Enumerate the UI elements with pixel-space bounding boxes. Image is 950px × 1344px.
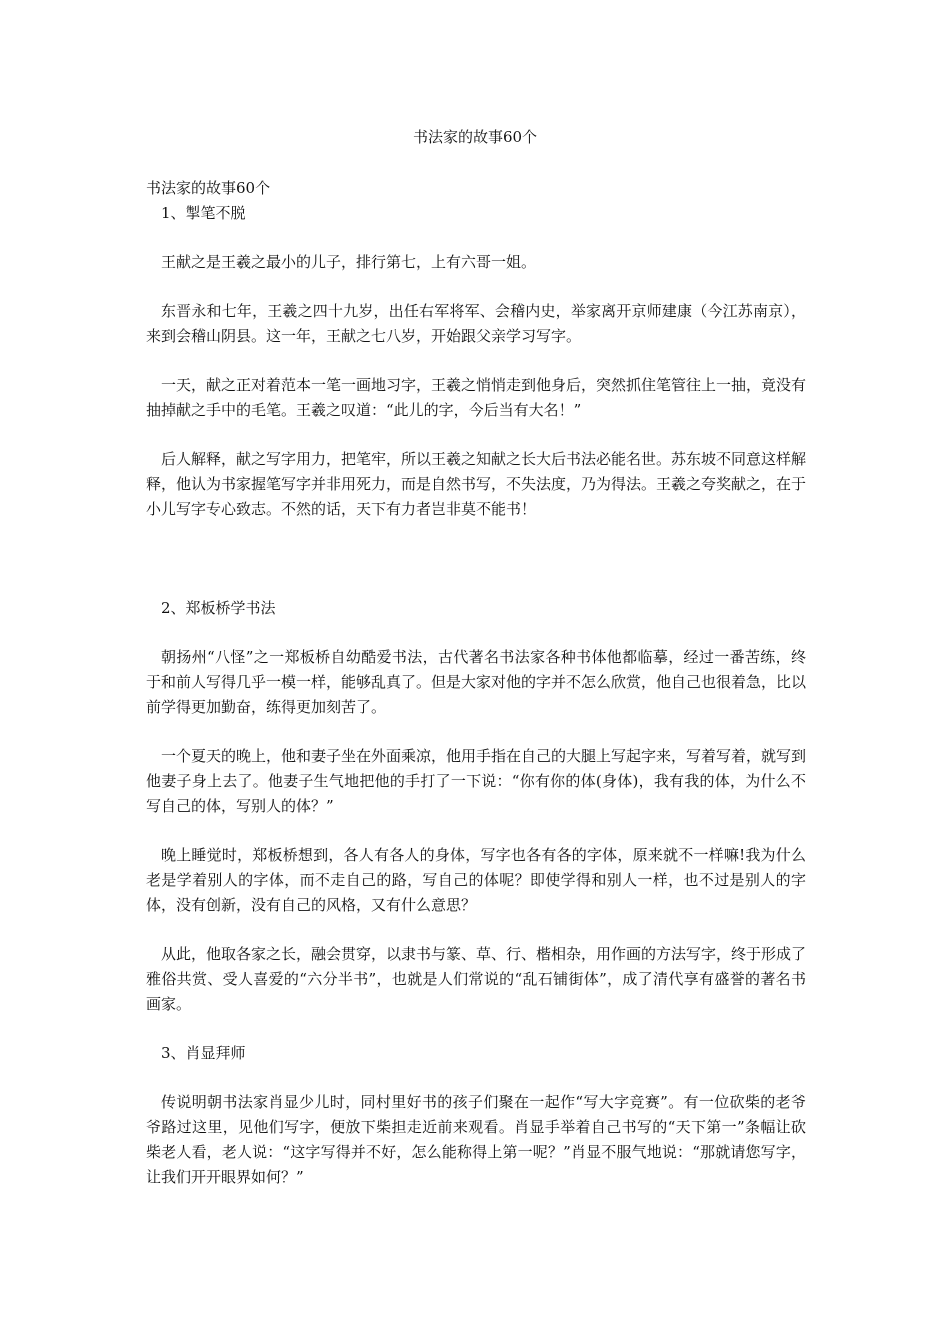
document-subtitle: 书法家的故事60个 <box>146 179 271 197</box>
story-paragraph: 从此，他取各家之长，融会贯穿，以隶书与篆、草、行、楷相杂，用作画的方法写字，终于形成了雅俗共赏、受人喜爱的“六分半书”，也就是人们常说的“乱石铺街体”，成了清代享有盛誉的著名书画家。 <box>146 945 807 1013</box>
story-paragraph: 后人解释，献之写字用力，把笔牢，所以王羲之知献之长大后书法必能名世。苏东坡不同意这样解释，他认为书家握笔写字并非用死力，而是自然书写，不失法度，乃为得法。王羲之夸奖献之，在于小儿写字专心致志。不然的话，天下有力者岂非莫不能书！ <box>146 450 807 518</box>
story-heading: 1、掣笔不脱 <box>161 204 246 222</box>
story-heading: 2、郑板桥学书法 <box>161 599 276 617</box>
story-paragraph: 传说明朝书法家肖显少儿时，同村里好书的孩子们聚在一起作“写大字竞赛”。有一位砍柴的老爷爷路过这里，见他们写字，便放下柴担走近前来观看。肖显手举着自己书写的“天下第一”条幅让砍柴老人看，老人说：“这字写得并不好，怎么能称得上第一呢？”肖显不服气地说：“那就请您写字，让我们开开眼界如何？” <box>146 1093 806 1186</box>
story-paragraph: 一天，献之正对着范本一笔一画地习字，王羲之悄悄走到他身后，突然抓住笔管往上一抽，竟没有抽掉献之手中的毛笔。王羲之叹道：“此儿的字，今后当有大名！” <box>146 376 807 419</box>
story-paragraph: 一个夏天的晚上，他和妻子坐在外面乘凉，他用手指在自己的大腿上写起字来，写着写着，就写到他妻子身上去了。他妻子生气地把他的手打了一下说：“你有你的体(身体)，我有我的体，为什么不写自己的体，写别人的体？” <box>146 747 807 815</box>
story-paragraph: 晚上睡觉时，郑板桥想到，各人有各人的身体，写字也各有各的字体，原来就不一样嘛!我为什么老是学着别人的字体，而不走自己的路，写自己的体呢？即使学得和别人一样，也不过是别人的字体，没有创新，没有自己的风格，又有什么意思？ <box>146 846 806 914</box>
story-paragraph: 朝扬州“八怪”之一郑板桥自幼酷爱书法，古代著名书法家各种书体他都临摹，经过一番苦练，终于和前人写得几乎一模一样，能够乱真了。但是大家对他的字并不怎么欣赏，他自己也很着急，比以前学得更加勤奋，练得更加刻苦了。 <box>146 648 807 716</box>
document-title: 书法家的故事60个 <box>412 128 538 146</box>
story-paragraph: 东晋永和七年，王羲之四十九岁，出任右军将军、会稽内史，举家离开京师建康（今江苏南京），来到会稽山阴县。这一年，王献之七八岁，开始跟父亲学习写字。 <box>146 302 806 345</box>
story-heading: 3、肖显拜师 <box>161 1044 246 1062</box>
document-body <box>146 176 806 1190</box>
story-paragraph: 王献之是王羲之最小的儿子，排行第七，上有六哥一姐。 <box>161 253 537 271</box>
